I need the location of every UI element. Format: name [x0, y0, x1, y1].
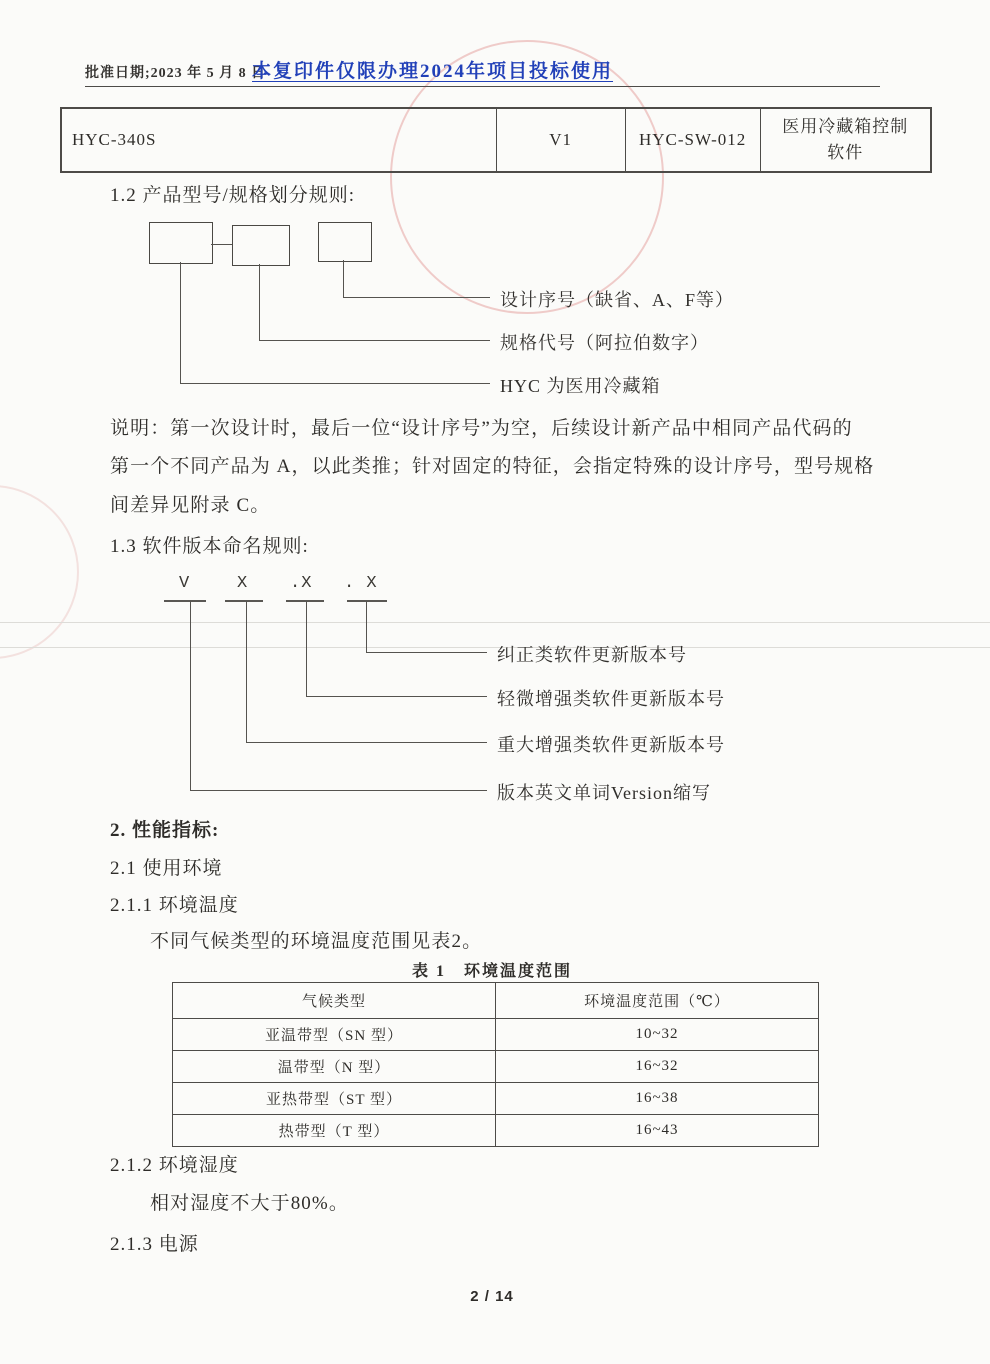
diagram-line [259, 264, 260, 340]
note-line-3: 间差异见附录 C。 [110, 495, 271, 516]
note-line-2: 第一个不同产品为 A，以此类推；针对固定的特征，会指定特殊的设计序号，型号规格 [110, 456, 875, 477]
diagram-line [259, 340, 490, 341]
version-char-x2: .X [290, 574, 313, 593]
copy-usage-notice: 本复印件仅限办理2024年项目投标使用 [252, 61, 614, 82]
cell-climate: 亚热带型（ST 型） [173, 1083, 496, 1115]
col-header-temp-range: 环境温度范围（℃） [496, 983, 819, 1019]
doc-model-cell: HYC-340S [72, 130, 157, 149]
section-1-3-heading: 1.3 软件版本命名规则: [110, 536, 309, 557]
correction-version-label: 纠正类软件更新版本号 [497, 645, 687, 665]
table-row [173, 1115, 819, 1147]
doc-title-line2: 软件 [827, 143, 864, 162]
cell-temp-range: 16~38 [496, 1083, 819, 1115]
cell-temp-range: 16~43 [496, 1115, 819, 1147]
model-code-box-2 [232, 225, 290, 266]
cell-climate: 亚温带型（SN 型） [173, 1019, 496, 1051]
diagram-line [190, 601, 191, 790]
table1-title: 表 1 环境温度范围 [411, 963, 573, 980]
col-header-climate: 气候类型 [173, 983, 496, 1019]
cell-climate: 热带型（T 型） [173, 1115, 496, 1147]
version-char-x1: X [237, 574, 249, 593]
section-2-1-1-heading: 2.1.1 环境温度 [110, 895, 239, 916]
version-underline [225, 600, 263, 602]
red-stamp-mark-left [0, 485, 79, 659]
doc-version-cell: V1 [496, 109, 625, 171]
table-row [173, 1051, 819, 1083]
section-2-1-2-heading: 2.1.2 环境湿度 [110, 1155, 239, 1176]
version-char-x3: . X [344, 574, 378, 593]
version-char-v: V [179, 574, 191, 593]
section-2-1-1-body: 不同气候类型的环境温度范围见表2。 [150, 931, 483, 952]
header-underline [85, 86, 880, 87]
minor-enhancement-label: 轻微增强类软件更新版本号 [497, 689, 725, 709]
diagram-line [246, 601, 247, 742]
model-code-box-3 [318, 222, 372, 262]
scan-artifact-line [0, 622, 990, 623]
scan-artifact-line [0, 647, 990, 648]
table-row [173, 1083, 819, 1115]
doc-title-cell [760, 109, 930, 171]
doc-header-table [60, 107, 932, 173]
cell-temp-range: 16~32 [496, 1051, 819, 1083]
diagram-connector [211, 244, 232, 245]
section-2-1-heading: 2.1 使用环境 [110, 858, 223, 879]
cell-temp-range: 10~32 [496, 1019, 819, 1051]
diagram-line [343, 260, 344, 297]
diagram-line [180, 383, 490, 384]
model-code-box-1 [149, 222, 213, 264]
diagram-line [246, 742, 487, 743]
diagram-line [306, 601, 307, 696]
note-line-1: 说明：第一次设计时，最后一位“设计序号”为空，后续设计新产品中相同产品代码的 [110, 418, 853, 439]
cell-climate: 温带型（N 型） [173, 1051, 496, 1083]
doc-number-cell: HYC-SW-012 [625, 109, 760, 171]
version-word-label: 版本英文单词Version缩写 [497, 783, 711, 803]
version-underline [347, 600, 387, 602]
diagram-line [366, 652, 487, 653]
section-2-heading: 2. 性能指标: [110, 820, 220, 841]
hyc-meaning-label: HYC 为医用冷藏箱 [500, 376, 661, 396]
page-number: 2 / 14 [470, 1288, 514, 1305]
diagram-line [366, 601, 367, 652]
env-temperature-table [172, 982, 819, 1147]
diagram-line [190, 790, 487, 791]
diagram-line [343, 297, 490, 298]
section-2-1-3-heading: 2.1.3 电源 [110, 1234, 199, 1255]
version-underline [164, 600, 206, 602]
section-2-1-2-body: 相对湿度不大于80%。 [150, 1193, 349, 1214]
doc-title-line1: 医用冷藏箱控制 [782, 116, 909, 136]
table-row [173, 1019, 819, 1051]
spec-code-label: 规格代号（阿拉伯数字） [500, 333, 709, 353]
table-header-row [173, 983, 819, 1019]
approval-date: 批准日期;2023 年 5 月 8 日 [85, 66, 267, 81]
diagram-line [306, 696, 487, 697]
diagram-line [180, 262, 181, 383]
major-enhancement-label: 重大增强类软件更新版本号 [497, 735, 725, 755]
version-underline [286, 600, 324, 602]
design-serial-label: 设计序号（缺省、A、F等） [500, 290, 735, 310]
section-1-2-heading: 1.2 产品型号/规格划分规则: [110, 185, 356, 206]
